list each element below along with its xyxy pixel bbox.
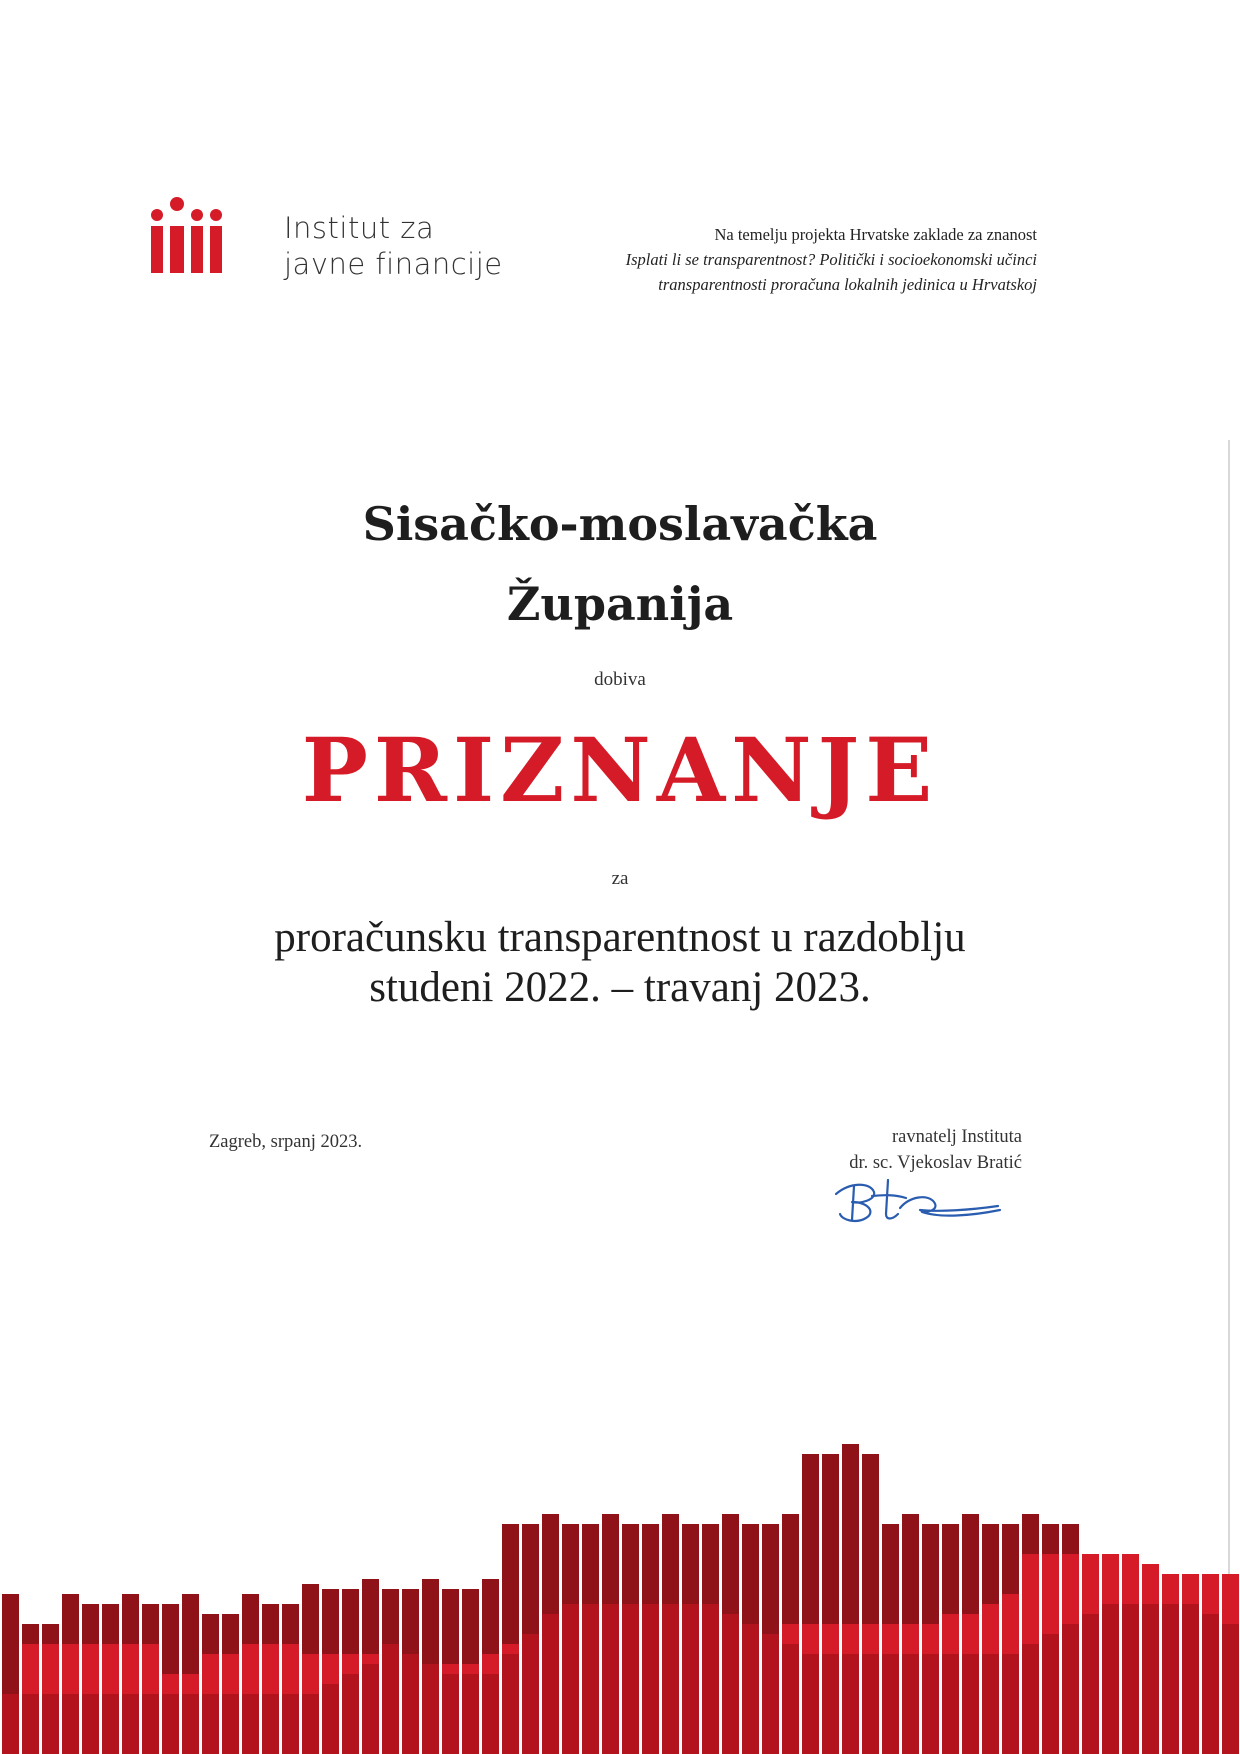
skyline-gap	[859, 1270, 862, 1754]
skyline-front-bar	[142, 1694, 159, 1754]
skyline-front-bar	[542, 1614, 559, 1754]
skyline-gap	[199, 1270, 202, 1754]
skyline-front-bar	[1082, 1614, 1099, 1754]
skyline-gap	[599, 1270, 602, 1754]
skyline-gap	[1179, 1270, 1182, 1754]
skyline-front-bar	[322, 1684, 339, 1754]
director-title: ravnatelj Instituta	[892, 1127, 1022, 1147]
skyline-front-bar	[582, 1604, 599, 1754]
reason-line1: proračunsku transparentnost u razdoblju	[274, 914, 966, 961]
skyline-front-bar	[862, 1654, 879, 1754]
skyline-gap	[919, 1270, 922, 1754]
skyline-gap	[519, 1270, 522, 1754]
skyline-gap	[379, 1270, 382, 1754]
skyline-front-bar	[942, 1654, 959, 1754]
skyline-gap	[259, 1270, 262, 1754]
skyline-front-bar	[282, 1694, 299, 1754]
skyline-gap	[359, 1270, 362, 1754]
skyline-gap	[1079, 1270, 1082, 1754]
reason-line2: studeni 2022. – travanj 2023.	[369, 964, 871, 1011]
project-note-line2: Isplati li se transparentnost? Politički i socioekonomski učinci	[625, 250, 1037, 269]
skyline-gap	[419, 1270, 422, 1754]
skyline-front-bar	[502, 1654, 519, 1754]
skyline-front-bar	[762, 1634, 779, 1754]
skyline-front-bar	[442, 1674, 459, 1754]
skyline-gap	[99, 1270, 102, 1754]
skyline-gap	[959, 1270, 962, 1754]
skyline-front-bar	[1062, 1624, 1079, 1754]
director-name: dr. sc. Vjekoslav Bratić	[849, 1153, 1022, 1173]
skyline-front-bar	[562, 1604, 579, 1754]
skyline-front-bar	[2, 1694, 19, 1754]
skyline-gap	[1059, 1270, 1062, 1754]
receives-text: dobiva	[594, 669, 646, 690]
skyline-gap	[19, 1270, 22, 1754]
skyline-front-bar	[1222, 1624, 1239, 1754]
institute-name-line2: javne financije	[284, 247, 503, 281]
skyline-front-bar	[822, 1654, 839, 1754]
skyline-gap	[539, 1270, 542, 1754]
skyline-front-bar	[82, 1694, 99, 1754]
skyline-gap	[879, 1270, 882, 1754]
skyline-gap	[219, 1270, 222, 1754]
skyline-gap	[1159, 1270, 1162, 1754]
skyline-gap	[679, 1270, 682, 1754]
skyline-front-bar	[262, 1694, 279, 1754]
skyline-front-bar	[1042, 1634, 1059, 1754]
skyline-gap	[179, 1270, 182, 1754]
skyline-front-bar	[522, 1634, 539, 1754]
institute-name	[284, 210, 503, 282]
skyline-gap	[1199, 1270, 1202, 1754]
skyline-front-bar	[642, 1604, 659, 1754]
skyline-front-bar	[222, 1694, 239, 1754]
skyline-gap	[1099, 1270, 1102, 1754]
skyline-front-bar	[22, 1694, 39, 1754]
skyline-gap	[1019, 1270, 1022, 1754]
director-block	[849, 1124, 1022, 1176]
skyline-front-bar	[122, 1694, 139, 1754]
award-title: PRIZNANJE	[301, 718, 939, 822]
skyline-front-bar	[462, 1674, 479, 1754]
skyline-gap	[159, 1270, 162, 1754]
skyline-front-bar	[162, 1694, 179, 1754]
signature-icon	[830, 1172, 1005, 1232]
skyline-front-bar	[102, 1694, 119, 1754]
skyline-gap	[59, 1270, 62, 1754]
recipient-line2: Županija	[506, 577, 734, 631]
skyline-gap	[439, 1270, 442, 1754]
skyline-gap	[639, 1270, 642, 1754]
skyline-front-bar	[1142, 1604, 1159, 1754]
skyline-front-bar	[682, 1604, 699, 1754]
skyline-front-bar	[42, 1694, 59, 1754]
skyline-front-bar	[1122, 1604, 1139, 1754]
recipient-line1: Sisačko-moslavačka	[362, 497, 878, 551]
skyline-gap	[279, 1270, 282, 1754]
skyline-gap	[1219, 1270, 1222, 1754]
skyline-gap	[559, 1270, 562, 1754]
skyline-gap	[239, 1270, 242, 1754]
institute-name-line1: Institut za	[284, 211, 435, 245]
skyline-bars-icon	[0, 1270, 1240, 1754]
project-note-line1: Na temelju projekta Hrvatske zaklade za znanost	[714, 225, 1037, 244]
skyline-gap	[839, 1270, 842, 1754]
skyline-front-bar	[1202, 1614, 1219, 1754]
skyline-gap	[799, 1270, 802, 1754]
skyline-gap	[339, 1270, 342, 1754]
skyline-gap	[399, 1270, 402, 1754]
skyline-gap	[819, 1270, 822, 1754]
skyline-front-bar	[1002, 1654, 1019, 1754]
skyline-front-bar	[342, 1674, 359, 1754]
skyline-gap	[979, 1270, 982, 1754]
skyline-gap	[699, 1270, 702, 1754]
skyline-gap	[139, 1270, 142, 1754]
skyline-gap	[79, 1270, 82, 1754]
project-note	[557, 222, 1037, 297]
skyline-gap	[499, 1270, 502, 1754]
skyline-gap	[319, 1270, 322, 1754]
skyline-front-bar	[362, 1664, 379, 1754]
skyline-gap	[779, 1270, 782, 1754]
skyline-front-bar	[422, 1664, 439, 1754]
for-text: za	[611, 868, 629, 889]
skyline-front-bar	[902, 1654, 919, 1754]
skyline-gap	[579, 1270, 582, 1754]
skyline-gap	[1119, 1270, 1122, 1754]
skyline-gap	[619, 1270, 622, 1754]
skyline-gap	[39, 1270, 42, 1754]
skyline-gap	[119, 1270, 122, 1754]
skyline-front-bar	[402, 1654, 419, 1754]
skyline-front-bar	[922, 1654, 939, 1754]
skyline-front-bar	[202, 1694, 219, 1754]
skyline-gap	[659, 1270, 662, 1754]
skyline-front-bar	[1182, 1604, 1199, 1754]
skyline-gap	[719, 1270, 722, 1754]
skyline-gap	[479, 1270, 482, 1754]
skyline-front-bar	[302, 1694, 319, 1754]
skyline-front-bar	[1102, 1604, 1119, 1754]
skyline-gap	[739, 1270, 742, 1754]
skyline-gap	[759, 1270, 762, 1754]
skyline-gap	[899, 1270, 902, 1754]
skyline-front-bar	[782, 1644, 799, 1754]
place-date: Zagreb, srpanj 2023.	[209, 1132, 363, 1152]
skyline-front-bar	[722, 1614, 739, 1754]
skyline-front-bar	[802, 1654, 819, 1754]
skyline-front-bar	[662, 1604, 679, 1754]
skyline-front-bar	[622, 1604, 639, 1754]
skyline-front-bar	[842, 1654, 859, 1754]
skyline-front-bar	[882, 1654, 899, 1754]
skyline-front-bar	[182, 1694, 199, 1754]
skyline-front-bar	[1022, 1644, 1039, 1754]
skyline-gap	[299, 1270, 302, 1754]
skyline-gap	[999, 1270, 1002, 1754]
skyline-gap	[459, 1270, 462, 1754]
skyline-front-bar	[382, 1644, 399, 1754]
skyline-front-bar	[962, 1654, 979, 1754]
skyline-front-bar	[702, 1604, 719, 1754]
skyline-front-bar	[62, 1694, 79, 1754]
skyline-gap	[939, 1270, 942, 1754]
skyline-gap	[1139, 1270, 1142, 1754]
project-note-line3: transparentnosti proračuna lokalnih jedinica u Hrvatskoj	[658, 275, 1037, 294]
skyline-front-bar	[742, 1624, 759, 1754]
skyline-front-bar	[242, 1694, 259, 1754]
skyline-gap	[1039, 1270, 1042, 1754]
institute-logo-icon	[150, 195, 224, 275]
skyline-front-bar	[982, 1654, 999, 1754]
skyline-front-bar	[602, 1604, 619, 1754]
skyline-front-bar	[1162, 1604, 1179, 1754]
skyline-front-bar	[482, 1674, 499, 1754]
